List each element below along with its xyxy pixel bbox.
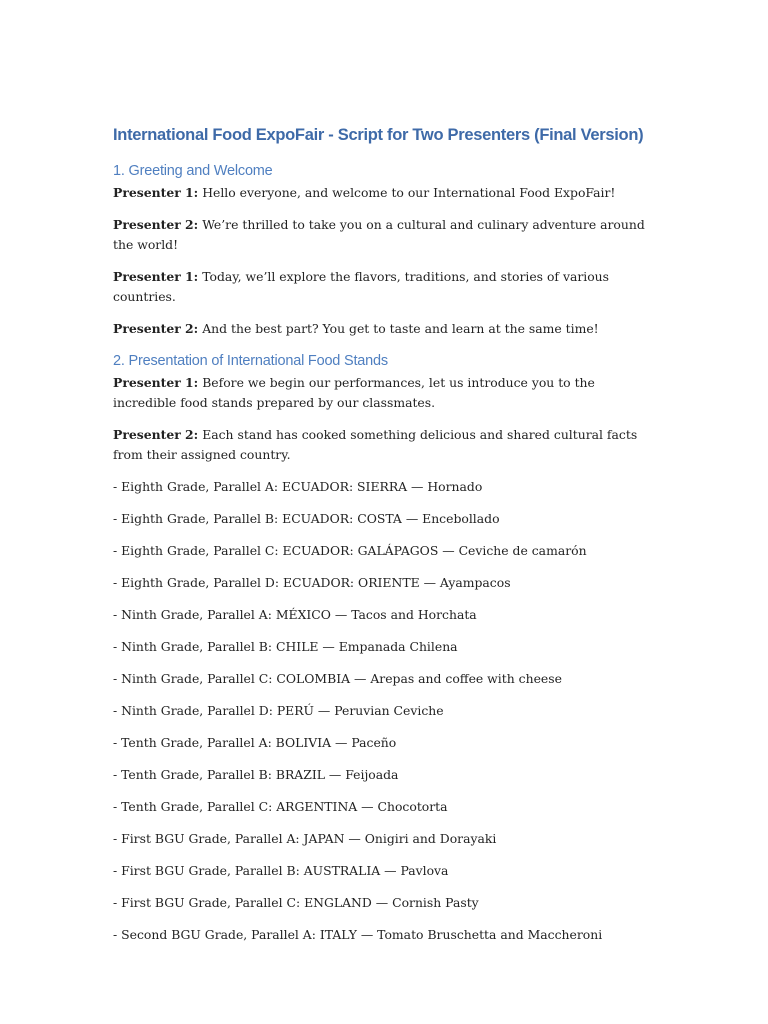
food-stand-item: - Eighth Grade, Parallel D: ECUADOR: ORIENTE — Ayampacos	[113, 575, 511, 590]
food-stand-item: - Eighth Grade, Parallel B: ECUADOR: COSTA — Encebollado	[113, 511, 500, 526]
script-line	[113, 215, 658, 255]
speaker-label: Presenter 2:	[113, 321, 199, 336]
food-stand-item: - First BGU Grade, Parallel C: ENGLAND — Cornish Pasty	[113, 895, 479, 910]
script-line	[113, 183, 658, 203]
food-stand-list	[113, 477, 658, 945]
script-text: We’re thrilled to take you on a cultural and culinary adventure around the world!	[113, 217, 645, 252]
food-stand-item: - First BGU Grade, Parallel A: JAPAN — Onigiri and Dorayaki	[113, 831, 497, 846]
speaker-label: Presenter 1:	[113, 375, 199, 390]
food-stand-item: - Ninth Grade, Parallel B: CHILE — Empanada Chilena	[113, 639, 458, 654]
speaker-label: Presenter 2:	[113, 427, 199, 442]
script-text: And the best part? You get to taste and learn at the same time!	[198, 321, 599, 336]
script-line	[113, 319, 658, 339]
food-stand-item: - Ninth Grade, Parallel C: COLOMBIA — Arepas and coffee with cheese	[113, 671, 562, 686]
speaker-label: Presenter 1:	[113, 185, 199, 200]
food-stand-item: - Ninth Grade, Parallel D: PERÚ — Peruvian Ceviche	[113, 703, 444, 718]
food-stand-item: - Tenth Grade, Parallel C: ARGENTINA — Chocotorta	[113, 799, 448, 814]
script-text: Today, we’ll explore the flavors, traditions, and stories of various countries.	[113, 269, 610, 304]
document-title: International Food ExpoFair - Script for Two Presenters (Final Version)	[113, 126, 644, 144]
script-line	[113, 425, 658, 465]
food-stand-item: - Eighth Grade, Parallel C: ECUADOR: GALÁPAGOS — Ceviche de camarón	[113, 543, 587, 558]
food-stand-item: - First BGU Grade, Parallel B: AUSTRALIA — Pavlova	[113, 863, 449, 878]
section-heading-greeting: 1. Greeting and Welcome	[113, 163, 273, 179]
script-line	[113, 267, 658, 307]
food-stand-item: - Eighth Grade, Parallel A: ECUADOR: SIERRA — Hornado	[113, 479, 483, 494]
speaker-label: Presenter 2:	[113, 217, 199, 232]
food-stand-item: - Tenth Grade, Parallel B: BRAZIL — Feijoada	[113, 767, 399, 782]
food-stand-item: - Ninth Grade, Parallel A: MÉXICO — Tacos and Horchata	[113, 607, 477, 622]
food-stand-item: - Second BGU Grade, Parallel A: ITALY — Tomato Bruschetta and Maccheroni	[113, 927, 603, 942]
food-stand-item: - Tenth Grade, Parallel A: BOLIVIA — Paceño	[113, 735, 397, 750]
script-text: Before we begin our performances, let us introduce you to the incredible food stands prepared by our classmates.	[113, 375, 595, 410]
document-body	[113, 124, 658, 957]
speaker-label: Presenter 1:	[113, 269, 199, 284]
script-text: Each stand has cooked something delicious and shared cultural facts from their assigned country.	[113, 427, 638, 462]
section-heading-food-stands: 2. Presentation of International Food Stands	[113, 353, 388, 369]
script-line	[113, 373, 658, 413]
script-text: Hello everyone, and welcome to our International Food ExpoFair!	[198, 185, 616, 200]
